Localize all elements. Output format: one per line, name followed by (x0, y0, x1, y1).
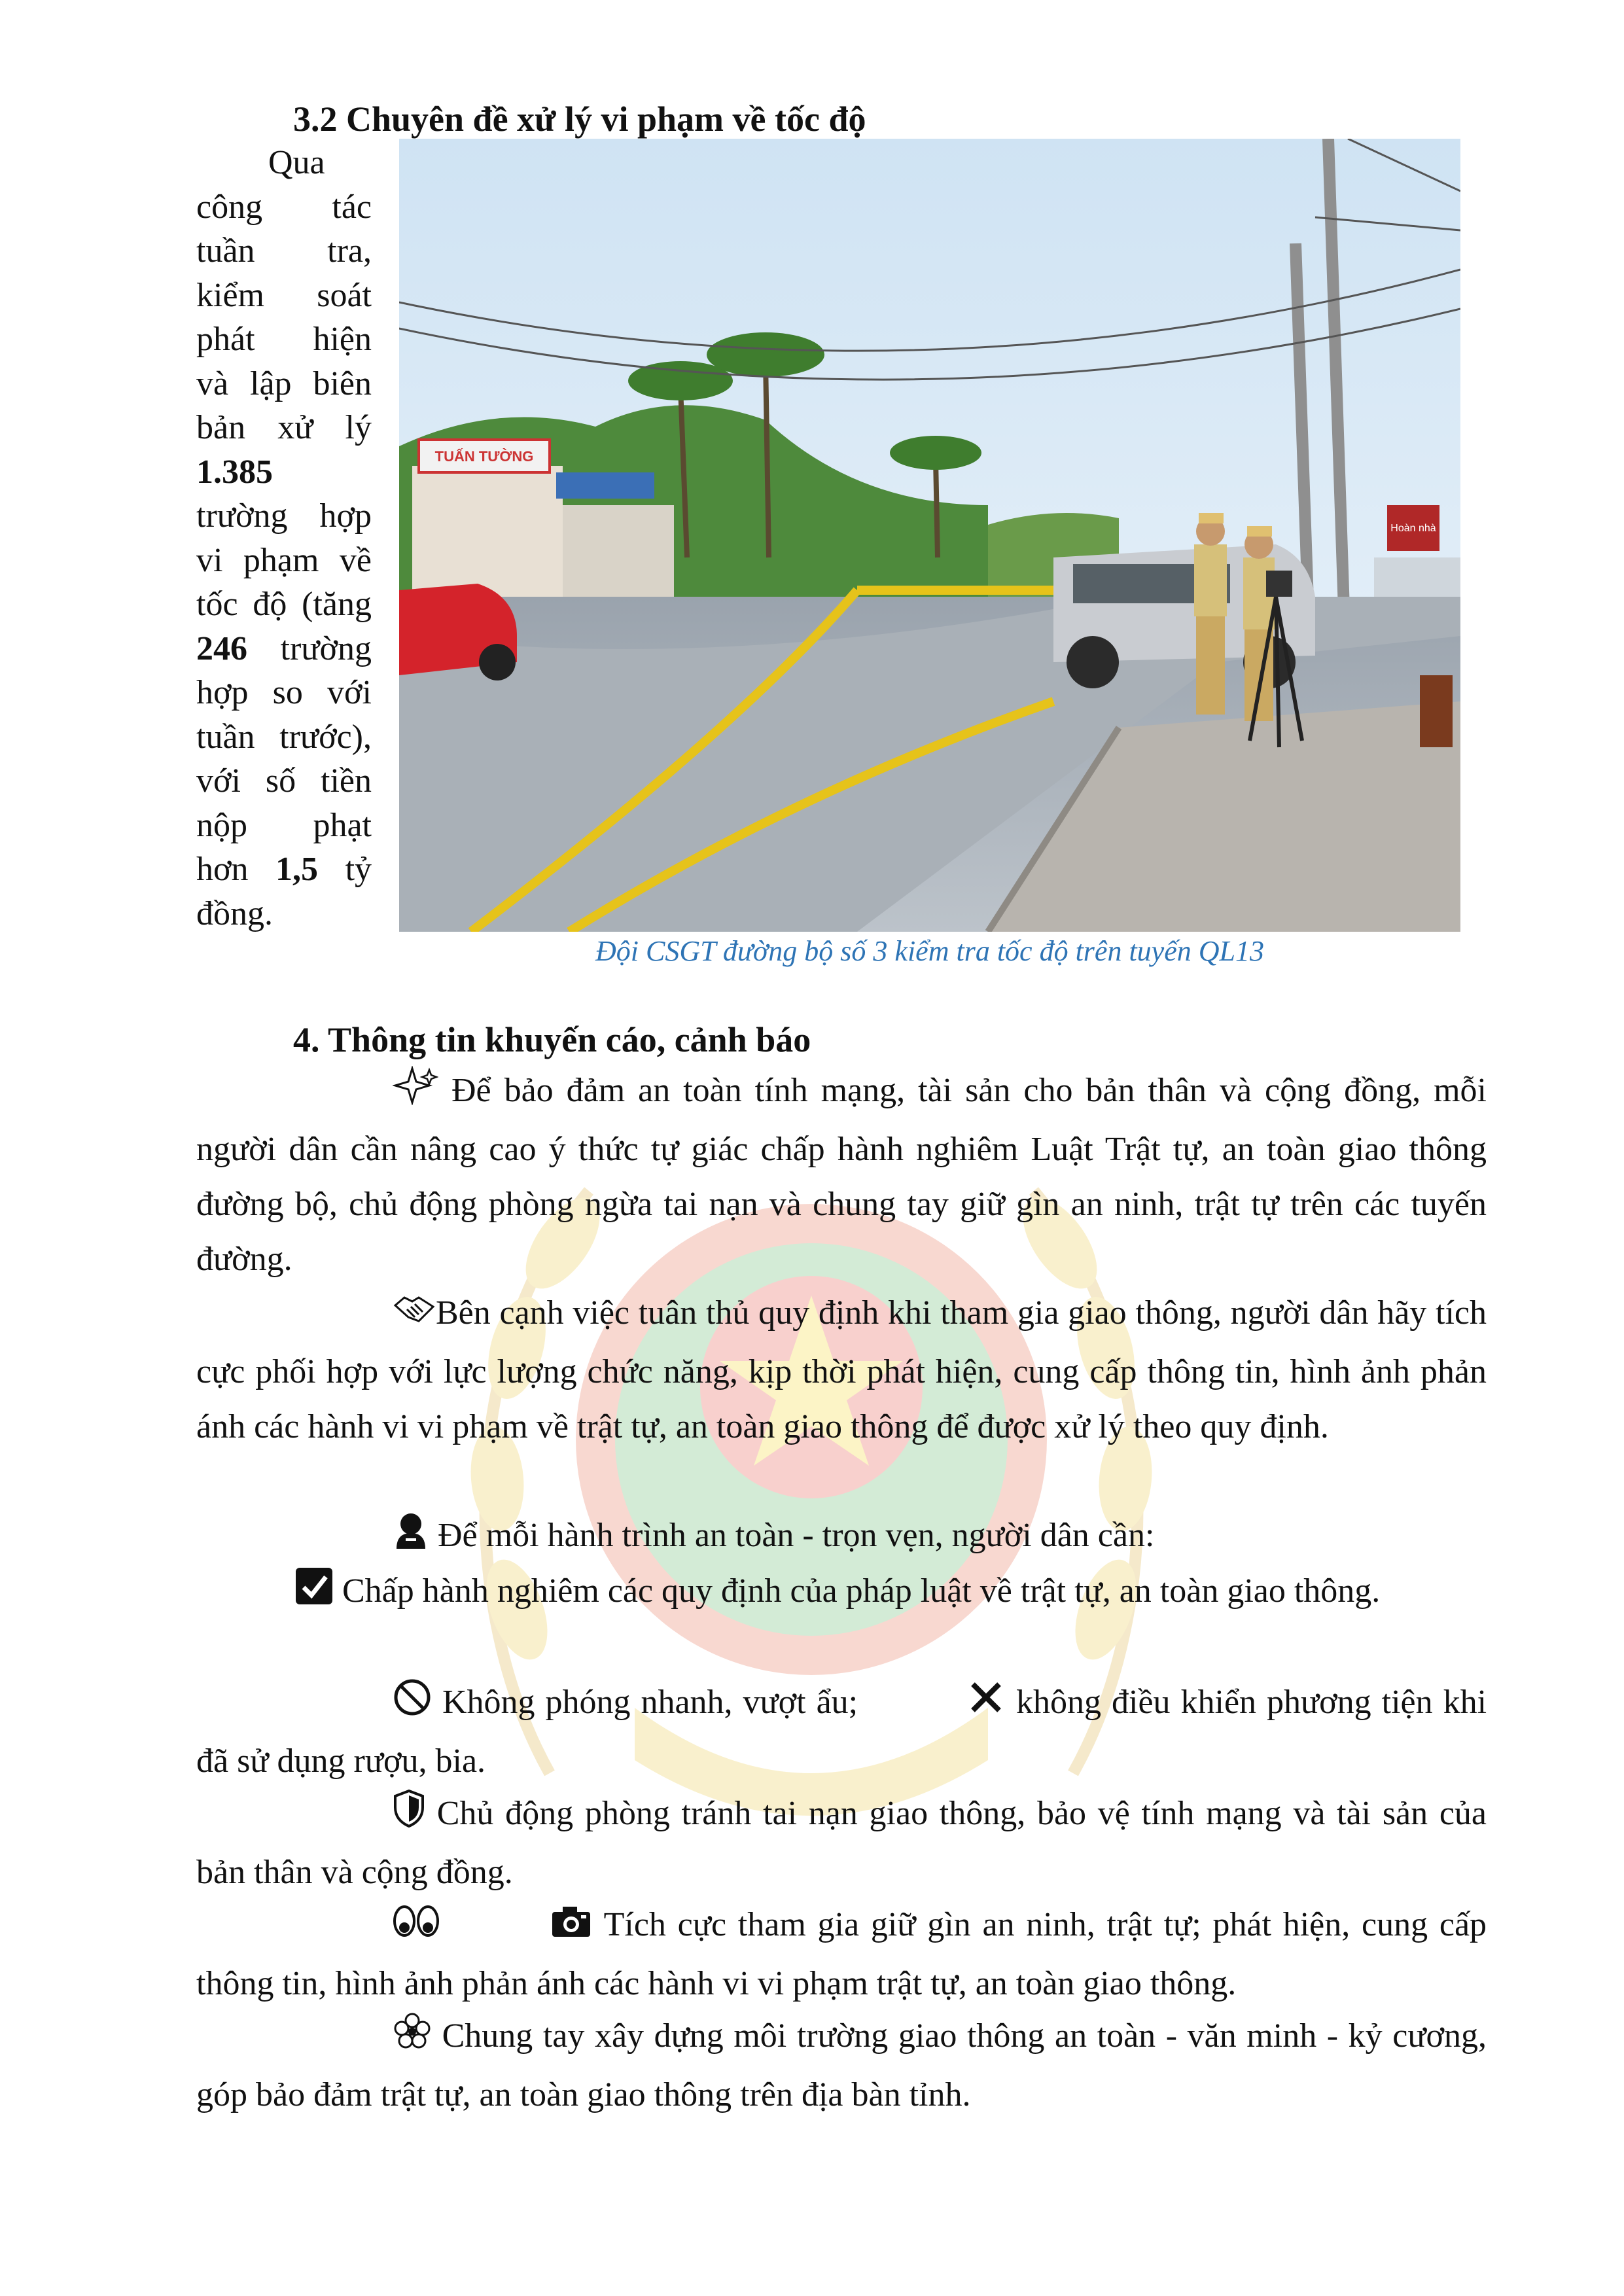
shield-icon (294, 1789, 425, 1845)
text-line: với số tiền (196, 762, 372, 800)
text-line: kiểm soát (196, 276, 372, 314)
paragraph-journey: Để mỗi hành trình an toàn - trọn vẹn, người dân cần: (196, 1508, 1487, 1567)
handshake-icon (294, 1290, 436, 1345)
text-line: trường hợp (196, 497, 372, 535)
fine-line: hơn 1,5 tỷ (196, 851, 372, 888)
text-line: hợp so với (196, 674, 372, 711)
section-3-2-text (196, 141, 372, 936)
text-line: công tác (196, 188, 372, 226)
prohibited-icon (294, 1678, 432, 1734)
store-sign: Hoàn nhà (1390, 523, 1436, 534)
paragraph-reporting: Tích cực tham gia giữ gìn an ninh, trật tự; phát hiện, cung cấp thông tin, hình ảnh phản ánh các hành vi vi phạm trật tự, an toàn giao thông. (196, 1898, 1487, 2011)
text-line: tốc độ (tăng (196, 586, 372, 623)
paragraph-comply: Chấp hành nghiêm các quy định của pháp luật về trật tự, an toàn giao thông. (196, 1564, 1487, 1623)
text-line: phát hiện (196, 321, 372, 358)
paragraph-safety: Để bảo đảm an toàn tính mạng, tài sản cho bản thân và cộng đồng, mỗi người dân cần nâng cao ý thức tự giác chấp hành nghiêm Luật Trật tự, an toàn giao thông đường bộ, chủ động phòng ngừa tai nạn và chung tay giữ gìn an ninh, trật tự trên các tuyến đường. (196, 1063, 1487, 1287)
camera-icon (451, 1901, 593, 1956)
text-line: nộp phạt (196, 806, 372, 844)
violation-count: 1.385 (196, 453, 273, 491)
shop-sign: TUẤN TƯỜNG (434, 448, 534, 465)
eyes-icon (294, 1901, 440, 1956)
text-line: tuần trước), (196, 718, 372, 756)
paragraph-cooperation: Bên cạnh việc tuân thủ quy định khi tham gia giao thông, người dân hãy tích cực phối hợp với lực lượng chức năng, kịp thời phát hiện, cung cấp thông tin, hình ảnh phản ánh các hành vi vi phạm về trật tự, an toàn giao thông để được xử lý theo quy định. (196, 1286, 1487, 1455)
text-line: bản xử lý (196, 409, 372, 446)
text-line: tuần tra, (196, 232, 372, 270)
section-3-2-heading: 3.2 Chuyên đề xử lý vi phạm về tốc độ (293, 99, 866, 139)
section-4-heading: 4. Thông tin khuyến cáo, cảnh báo (293, 1020, 811, 1059)
paragraph-prevention: Chủ động phòng tránh tai nạn giao thông, bảo vệ tính mạng và tài sản của bản thân và cộng đồng. (196, 1786, 1487, 1900)
sparkle-icon (294, 1066, 438, 1122)
text-line: vi phạm về (196, 541, 372, 579)
flower-icon (294, 2011, 432, 2068)
text-line: đồng. (196, 894, 273, 932)
person-icon (294, 1511, 429, 1567)
paragraph-no-speeding: Không phóng nhanh, vượt ẩu; không điều khiển phương tiện khi đã sử dụng rượu, bia. (196, 1675, 1487, 1789)
text-line: và lập biên (196, 364, 372, 402)
increase-line: 246 trường (196, 629, 372, 667)
paragraph-civilized: Chung tay xây dựng môi trường giao thông an toàn - văn minh - kỷ cương, góp bảo đảm trật tự, an toàn giao thông trên địa bàn tỉnh. (196, 2009, 1487, 2123)
cross-mark-icon (868, 1678, 1006, 1734)
traffic-police-photo (399, 139, 1460, 932)
photo-caption: Đội CSGT đường bộ số 3 kiểm tra tốc độ trên tuyến QL13 (595, 935, 1264, 967)
checkmark-icon (294, 1566, 334, 1623)
text-line: Qua (268, 144, 325, 181)
